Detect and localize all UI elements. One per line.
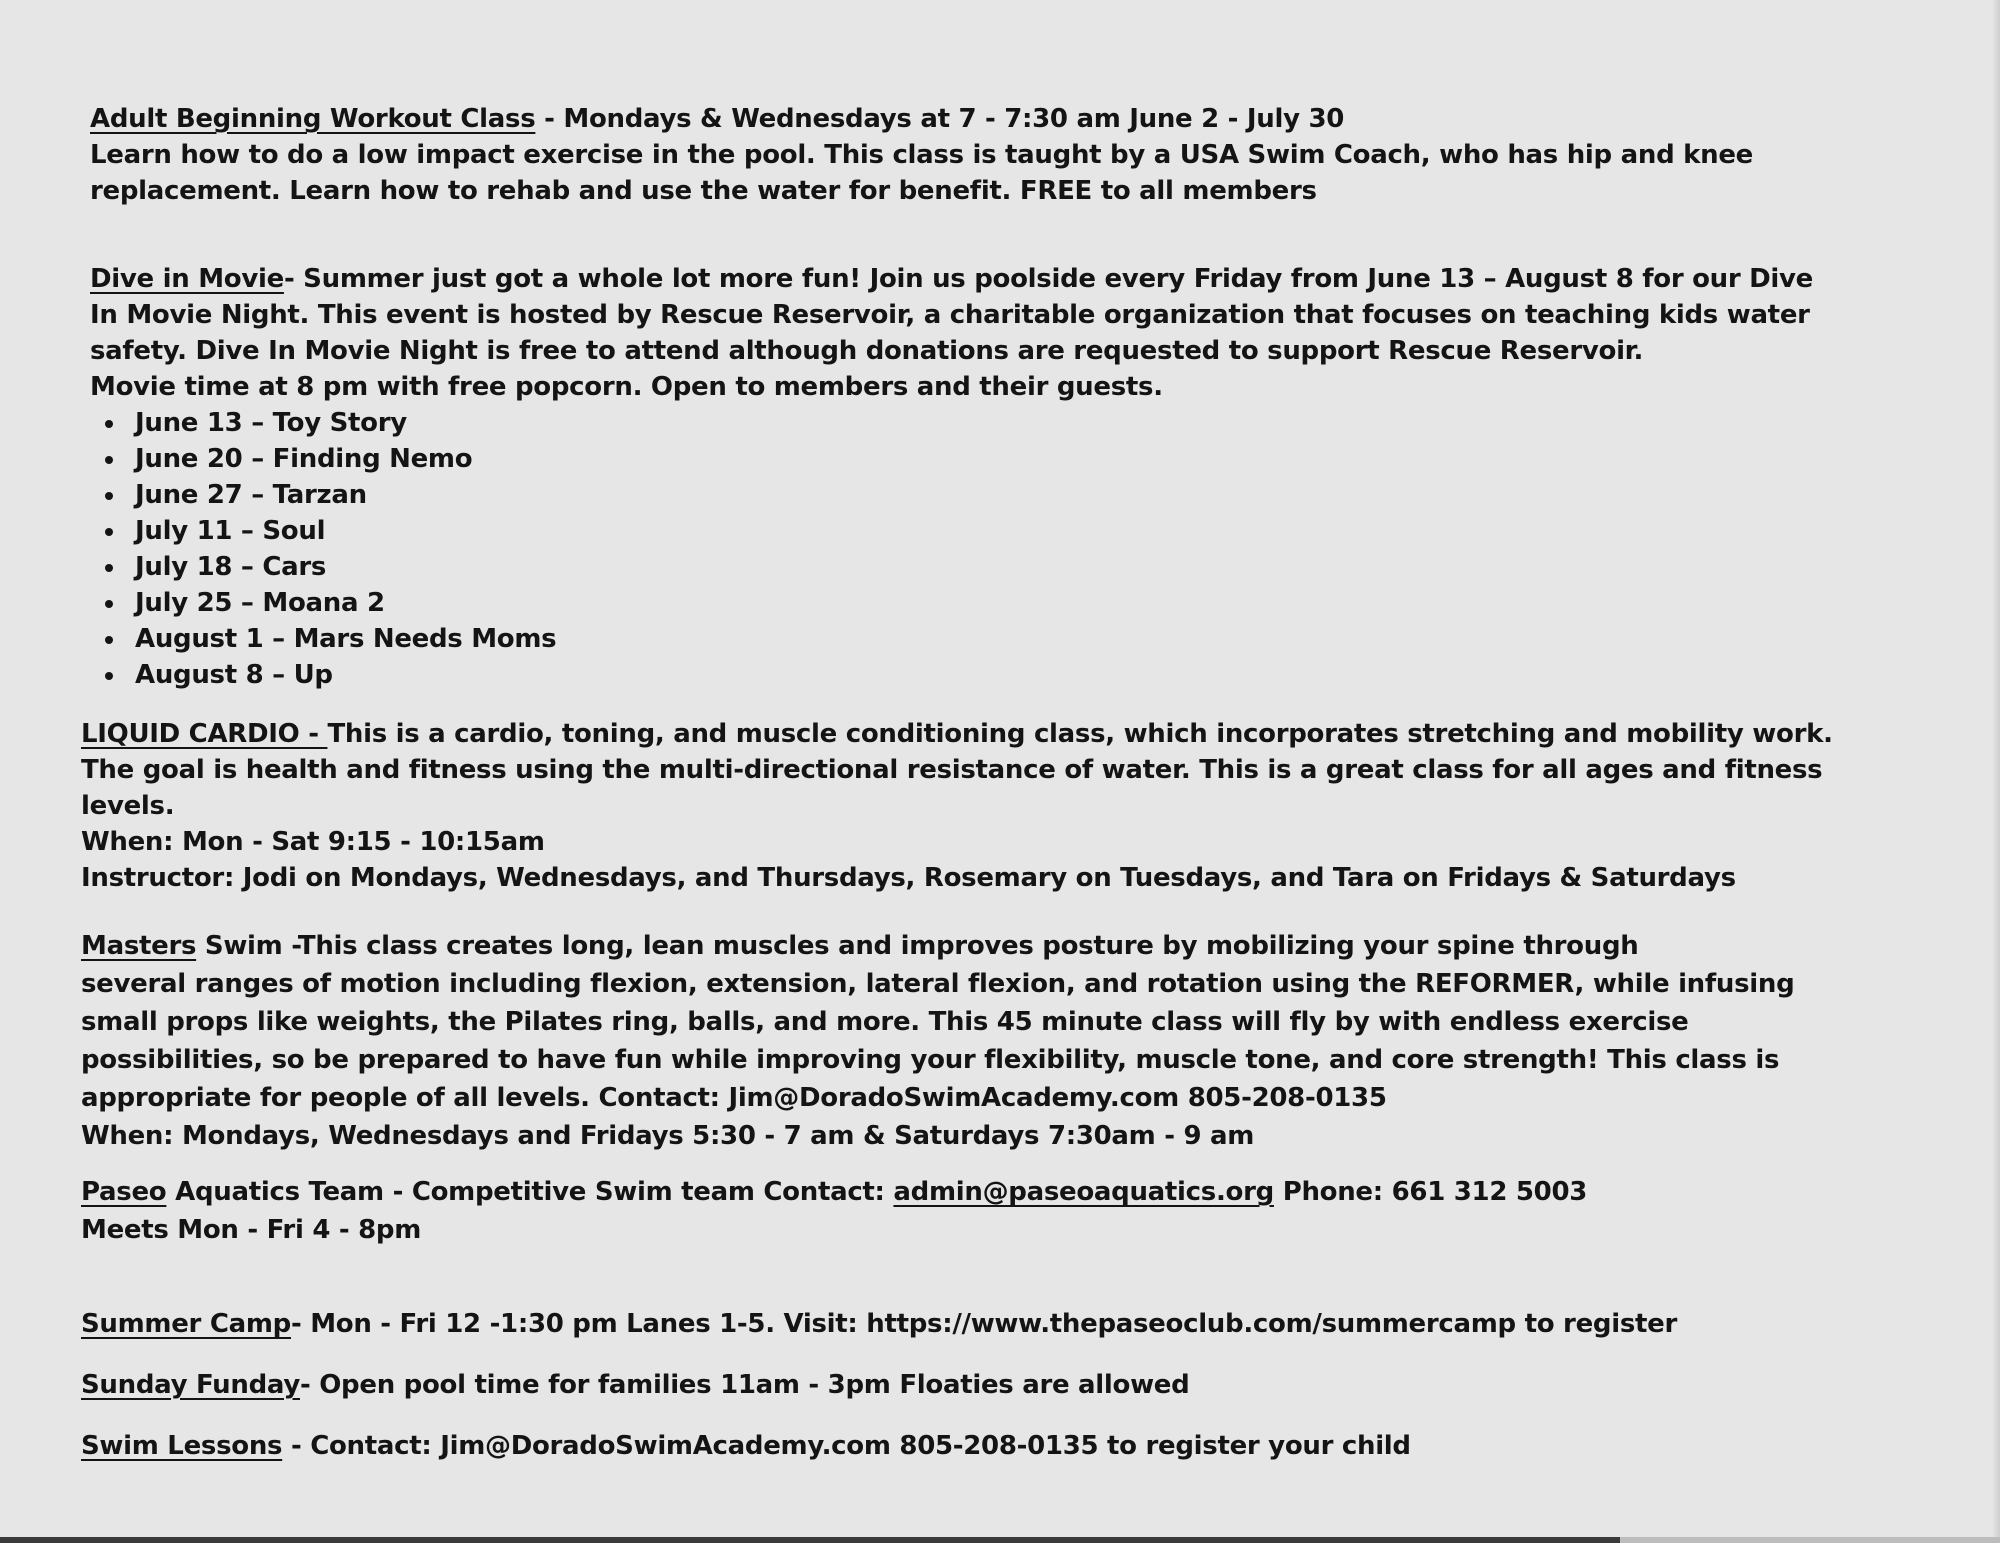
paseo-phone: Phone: 661 312 5003 (1273, 1177, 1588, 1207)
summer-camp-section (81, 1306, 1677, 1342)
dive-movie-section (90, 261, 1813, 693)
bullet-icon (105, 456, 113, 464)
adult-class-section (90, 101, 1753, 209)
summer-camp-desc: - Mon - Fri 12 -1:30 pm Lanes 1-5. Visit: https://www.thepaseoclub.com/summercamp to register (290, 1309, 1677, 1339)
list-item: June 20 – Finding Nemo (90, 441, 1813, 477)
window-bottom-border-light (1620, 1537, 2000, 1543)
dive-movie-desc-1: In Movie Night. This event is hosted by Rescue Reservoir, a charitable organization that focuses on teaching kids water (90, 300, 1810, 330)
summer-camp-title: Summer Camp (81, 1309, 291, 1339)
list-item: July 25 – Moana 2 (90, 585, 1813, 621)
cardio-desc-1: The goal is health and fitness using the multi-directional resistance of water. This is a great class for all ages and fitness (81, 755, 1823, 785)
masters-swim-section (81, 927, 1794, 1155)
cardio-instructor: Instructor: Jodi on Mondays, Wednesdays, and Thursdays, Rosemary on Tuesdays, and Tara on Fridays & Saturdays (81, 863, 1736, 893)
movie-list (90, 405, 1813, 693)
dive-movie-heading-line (90, 261, 1813, 297)
masters-heading-line (81, 927, 1794, 965)
masters-intro: Swim -This class creates long, lean muscles and improves posture by mobilizing your spine through (196, 931, 1639, 961)
list-item: June 13 – Toy Story (90, 405, 1813, 441)
bullet-icon (105, 420, 113, 428)
page-edge-shadow (1992, 0, 2000, 1543)
adult-class-desc-1: Learn how to do a low impact exercise in the pool. This class is taught by a USA Swim Coach, who has hip and knee (90, 140, 1753, 170)
paseo-title: Paseo (81, 1177, 167, 1207)
list-item: August 8 – Up (90, 657, 1813, 693)
masters-title: Masters (81, 931, 197, 961)
swim-lessons-desc: - Contact: Jim@DoradoSwimAcademy.com 805-208-0135 to register your child (282, 1431, 1411, 1461)
cardio-title: LIQUID CARDIO - (81, 719, 328, 749)
bullet-icon (105, 636, 113, 644)
adult-class-heading-line (90, 101, 1753, 137)
masters-desc-1: several ranges of motion including flexion, extension, lateral flexion, and rotation using the REFORMER, while infusing (81, 969, 1795, 999)
masters-desc-3: possibilities, so be prepared to have fun while improving your flexibility, muscle tone, and core strength! This class is (81, 1045, 1780, 1075)
cardio-desc-2: levels. (81, 791, 175, 821)
list-item: June 27 – Tarzan (90, 477, 1813, 513)
bullet-icon (105, 600, 113, 608)
sunday-funday-title: Sunday Funday (81, 1370, 300, 1400)
swim-lessons-line (81, 1428, 1411, 1464)
paseo-meets: Meets Mon - Fri 4 - 8pm (81, 1215, 421, 1245)
sunday-funday-line (81, 1367, 1189, 1403)
dive-movie-title: Dive in Movie (90, 264, 284, 294)
adult-class-schedule: - Mondays & Wednesdays at 7 - 7:30 am June 2 - July 30 (535, 104, 1345, 134)
paseo-aquatics-section (81, 1173, 1587, 1249)
list-item: July 18 – Cars (90, 549, 1813, 585)
swim-lessons-title: Swim Lessons (81, 1431, 283, 1461)
adult-class-desc-2: replacement. Learn how to rehab and use the water for benefit. FREE to all members (90, 176, 1317, 206)
paseo-desc: Aquatics Team - Competitive Swim team Contact: (166, 1177, 894, 1207)
bullet-icon (105, 672, 113, 680)
paseo-email-link[interactable]: admin@paseoaquatics.org (893, 1177, 1274, 1207)
bullet-icon (105, 492, 113, 500)
masters-desc-2: small props like weights, the Pilates ring, balls, and more. This 45 minute class will fly by with endless exercise (81, 1007, 1689, 1037)
list-item: August 1 – Mars Needs Moms (90, 621, 1813, 657)
adult-class-title: Adult Beginning Workout Class (90, 104, 536, 134)
cardio-when: When: Mon - Sat 9:15 - 10:15am (81, 827, 545, 857)
dive-movie-intro: - Summer just got a whole lot more fun! Join us poolside every Friday from June 13 – August 8 for our Dive (283, 264, 1814, 294)
paseo-heading-line (81, 1173, 1587, 1211)
cardio-heading-line (81, 716, 1833, 752)
sunday-funday-section (81, 1367, 1189, 1403)
swim-lessons-section (81, 1428, 1411, 1464)
masters-contact: appropriate for people of all levels. Contact: Jim@DoradoSwimAcademy.com 805-208-0135 (81, 1083, 1387, 1113)
bullet-icon (105, 528, 113, 536)
masters-when: When: Mondays, Wednesdays and Fridays 5:30 - 7 am & Saturdays 7:30am - 9 am (81, 1121, 1255, 1151)
liquid-cardio-section (81, 716, 1833, 896)
list-item: July 11 – Soul (90, 513, 1813, 549)
summer-camp-line (81, 1306, 1677, 1342)
sunday-funday-desc: - Open pool time for families 11am - 3pm Floaties are allowed (300, 1370, 1190, 1400)
bullet-icon (105, 564, 113, 572)
cardio-intro: This is a cardio, toning, and muscle conditioning class, which incorporates stretching and mobility work. (327, 719, 1833, 749)
dive-movie-desc-2: safety. Dive In Movie Night is free to attend although donations are requested to support Rescue Reservoir. (90, 336, 1644, 366)
dive-movie-time: Movie time at 8 pm with free popcorn. Open to members and their guests. (90, 372, 1163, 402)
